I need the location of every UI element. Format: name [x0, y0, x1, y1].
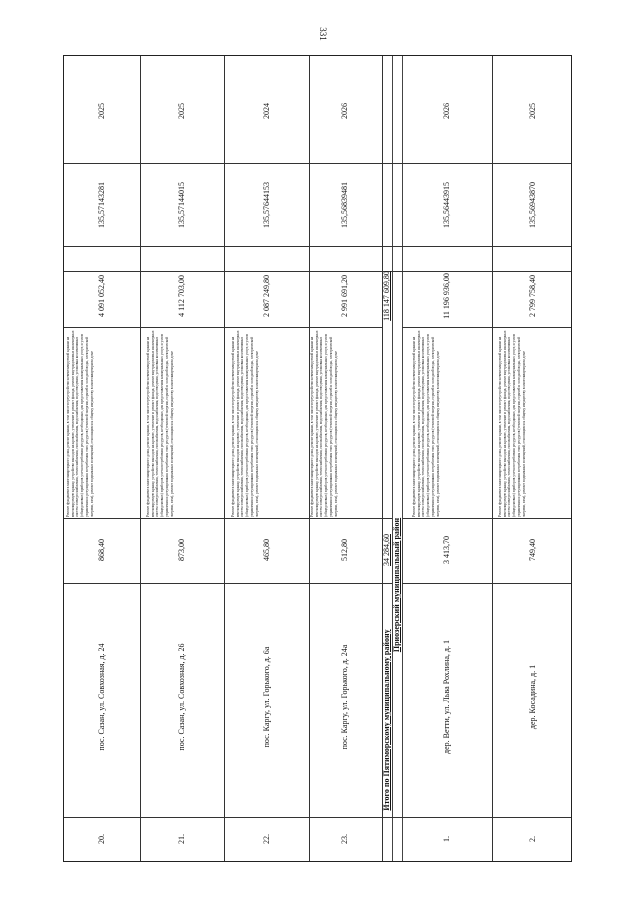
column-divider	[64, 246, 571, 247]
column-divider	[64, 817, 571, 818]
column-divider	[64, 163, 571, 164]
row-divider	[492, 56, 493, 861]
works-description: Ремонт фундамента многоквартирного дома, ремонт крыши, в том числе переустройство невентилируемой крыши на вентилируемую крышу, устройство выходов на кровлю, утепление и ремонт фасада, ремонт внутридомовых инженерных систем электроснабжения, теплоснабжения, газоснабжения, водоснабжения, водоотведения, установка коллективных (общедомовых) приборов учета потребления ресурсов, необходимых для предоставления коммунальных услуг, и узлов управления и регулирования потребления этих ресурсов (тепловой энергии, горячей и холодной воды, электрической энергии, газа), ремонт подвальных помещений, относящихся к общему имуществу в многоквартирном доме	[498, 330, 526, 517]
address-cell: пос. Сазан, ул. Совхозная, д. 26	[177, 643, 186, 751]
unit-cost-cell: 135,56839481	[340, 182, 349, 228]
unit-cost-cell: 135,56943870	[528, 182, 537, 228]
year-cell: 2025	[528, 103, 537, 119]
column-divider	[402, 518, 571, 519]
unit-cost-cell: 135,57143281	[97, 182, 106, 228]
address-cell: дер. Ветти, ул. Льва Рохлина, д. 1	[442, 640, 451, 754]
address-cell: дер. Косадина, д. 1	[528, 664, 537, 730]
works-description: Ремонт фундамента многоквартирного дома, ремонт крыши, в том числе переустройство невентилируемой крыши на вентилируемую крышу, устройство выходов на кровлю, утепление и ремонт фасада, ремонт внутридомовых инженерных систем электроснабжения, теплоснабжения, газоснабжения, водоснабжения, водоотведения, установка коллективных (общедомовых) приборов учета потребления ресурсов, необходимых для предоставления коммунальных услуг, и узлов управления и регулирования потребления этих ресурсов (тепловой энергии, горячей и холодной воды, электрической энергии, газа), ремонт подвальных помещений, относящихся к общему имуществу в многоквартирном доме	[231, 330, 259, 517]
year-cell: 2026	[340, 103, 349, 119]
year-cell: 2024	[262, 103, 271, 119]
row-number: 22.	[262, 834, 271, 844]
page-number: 331	[318, 27, 328, 41]
column-divider	[64, 271, 571, 272]
address-cell: пос. Каргу, ул. Горького, д. 6а	[262, 646, 271, 748]
row-number: 2.	[528, 836, 537, 842]
row-number: 20.	[97, 834, 106, 844]
row-number: 23.	[340, 834, 349, 844]
cost-cell: 2 799 758,40	[528, 275, 537, 317]
row-divider	[402, 56, 403, 861]
area-cell: 512,80	[340, 539, 349, 561]
total-area: 34 284,60	[382, 534, 391, 566]
year-cell: 2026	[442, 103, 451, 119]
cost-cell: 11 196 936,00	[442, 273, 451, 319]
works-description: Ремонт фундамента многоквартирного дома, ремонт крыши, в том числе переустройство невентилируемой крыши на вентилируемую крышу, устройство выходов на кровлю, утепление и ремонт фасада, ремонт внутридомовых инженерных систем электроснабжения, теплоснабжения, газоснабжения, водоснабжения, водоотведения, установка коллективных (общедомовых) приборов учета потребления ресурсов, необходимых для предоставления коммунальных услуг, и узлов управления и регулирования потребления этих ресурсов (тепловой энергии, горячей и холодной воды, электрической энергии, газа), ремонт подвальных помещений, относящихся к общему имуществу в многоквартирном доме	[310, 330, 338, 517]
row-divider	[224, 56, 225, 861]
section-title: Приозерский муниципальный район	[392, 517, 401, 653]
year-cell: 2025	[177, 103, 186, 119]
total-label: Итого по Пятиморскому муниципальному району	[382, 629, 391, 811]
works-description: Ремонт фундамента многоквартирного дома, ремонт крыши, в том числе переустройство невентилируемой крыши на вентилируемую крышу, устройство выходов на кровлю, утепление и ремонт фасада, ремонт внутридомовых инженерных систем электроснабжения, теплоснабжения, газоснабжения, водоснабжения, водоотведения, установка коллективных (общедомовых) приборов учета потребления ресурсов, необходимых для предоставления коммунальных услуг, и узлов управления и регулирования потребления этих ресурсов (тепловой энергии, горячей и холодной воды, электрической энергии, газа), ремонт подвальных помещений, относящихся к общему имуществу в многоквартирном доме	[146, 330, 174, 517]
unit-cost-cell: 135,56443915	[442, 182, 451, 228]
address-cell: пос. Каргу, ул. Горького, д. 24а	[340, 644, 349, 750]
column-divider	[402, 583, 571, 584]
total-cost: 118 147 609,80	[382, 271, 391, 321]
area-cell: 3 413,70	[442, 536, 451, 564]
unit-cost-cell: 135,57644153	[262, 182, 271, 228]
works-description: Ремонт фундамента многоквартирного дома, ремонт крыши, в том числе переустройство невентилируемой крыши на вентилируемую крышу, устройство выходов на кровлю, утепление и ремонт фасада, ремонт внутридомовых инженерных систем электроснабжения, теплоснабжения, газоснабжения, водоснабжения, водоотведения, установка коллективных (общедомовых) приборов учета потребления ресурсов, необходимых для предоставления коммунальных услуг, и узлов управления и регулирования потребления этих ресурсов (тепловой энергии, горячей и холодной воды, электрической энергии, газа), ремонт подвальных помещений, относящихся к общему имуществу в многоквартирном доме	[66, 330, 94, 517]
cost-cell: 4 091 052,40	[97, 275, 106, 317]
capital-repair-table	[63, 55, 572, 862]
row-number: 21.	[177, 834, 186, 844]
row-divider	[140, 56, 141, 861]
cost-cell: 2 087 249,80	[262, 275, 271, 317]
address-cell: пос. Сазан, ул. Совхозная, д. 24	[97, 643, 106, 751]
cost-cell: 2 991 691,20	[340, 275, 349, 317]
unit-cost-cell: 135,57144015	[177, 182, 186, 228]
year-cell: 2025	[97, 103, 106, 119]
row-number: 1.	[442, 836, 451, 842]
area-cell: 868,40	[97, 539, 106, 561]
area-cell: 873,00	[177, 539, 186, 561]
works-description: Ремонт фундамента многоквартирного дома, ремонт крыши, в том числе переустройство невентилируемой крыши на вентилируемую крышу, устройство выходов на кровлю, утепление и ремонт фасада, ремонт внутридомовых инженерных систем электроснабжения, теплоснабжения, газоснабжения, водоснабжения, водоотведения, установка коллективных (общедомовых) приборов учета потребления ресурсов, необходимых для предоставления коммунальных услуг, и узлов управления и регулирования потребления этих ресурсов (тепловой энергии, горячей и холодной воды, электрической энергии, газа), ремонт подвальных помещений, относящихся к общему имуществу в многоквартирном доме	[412, 330, 440, 517]
area-cell: 465,80	[262, 539, 271, 561]
area-cell: 749,40	[528, 539, 537, 561]
cost-cell: 4 112 703,00	[177, 275, 186, 317]
